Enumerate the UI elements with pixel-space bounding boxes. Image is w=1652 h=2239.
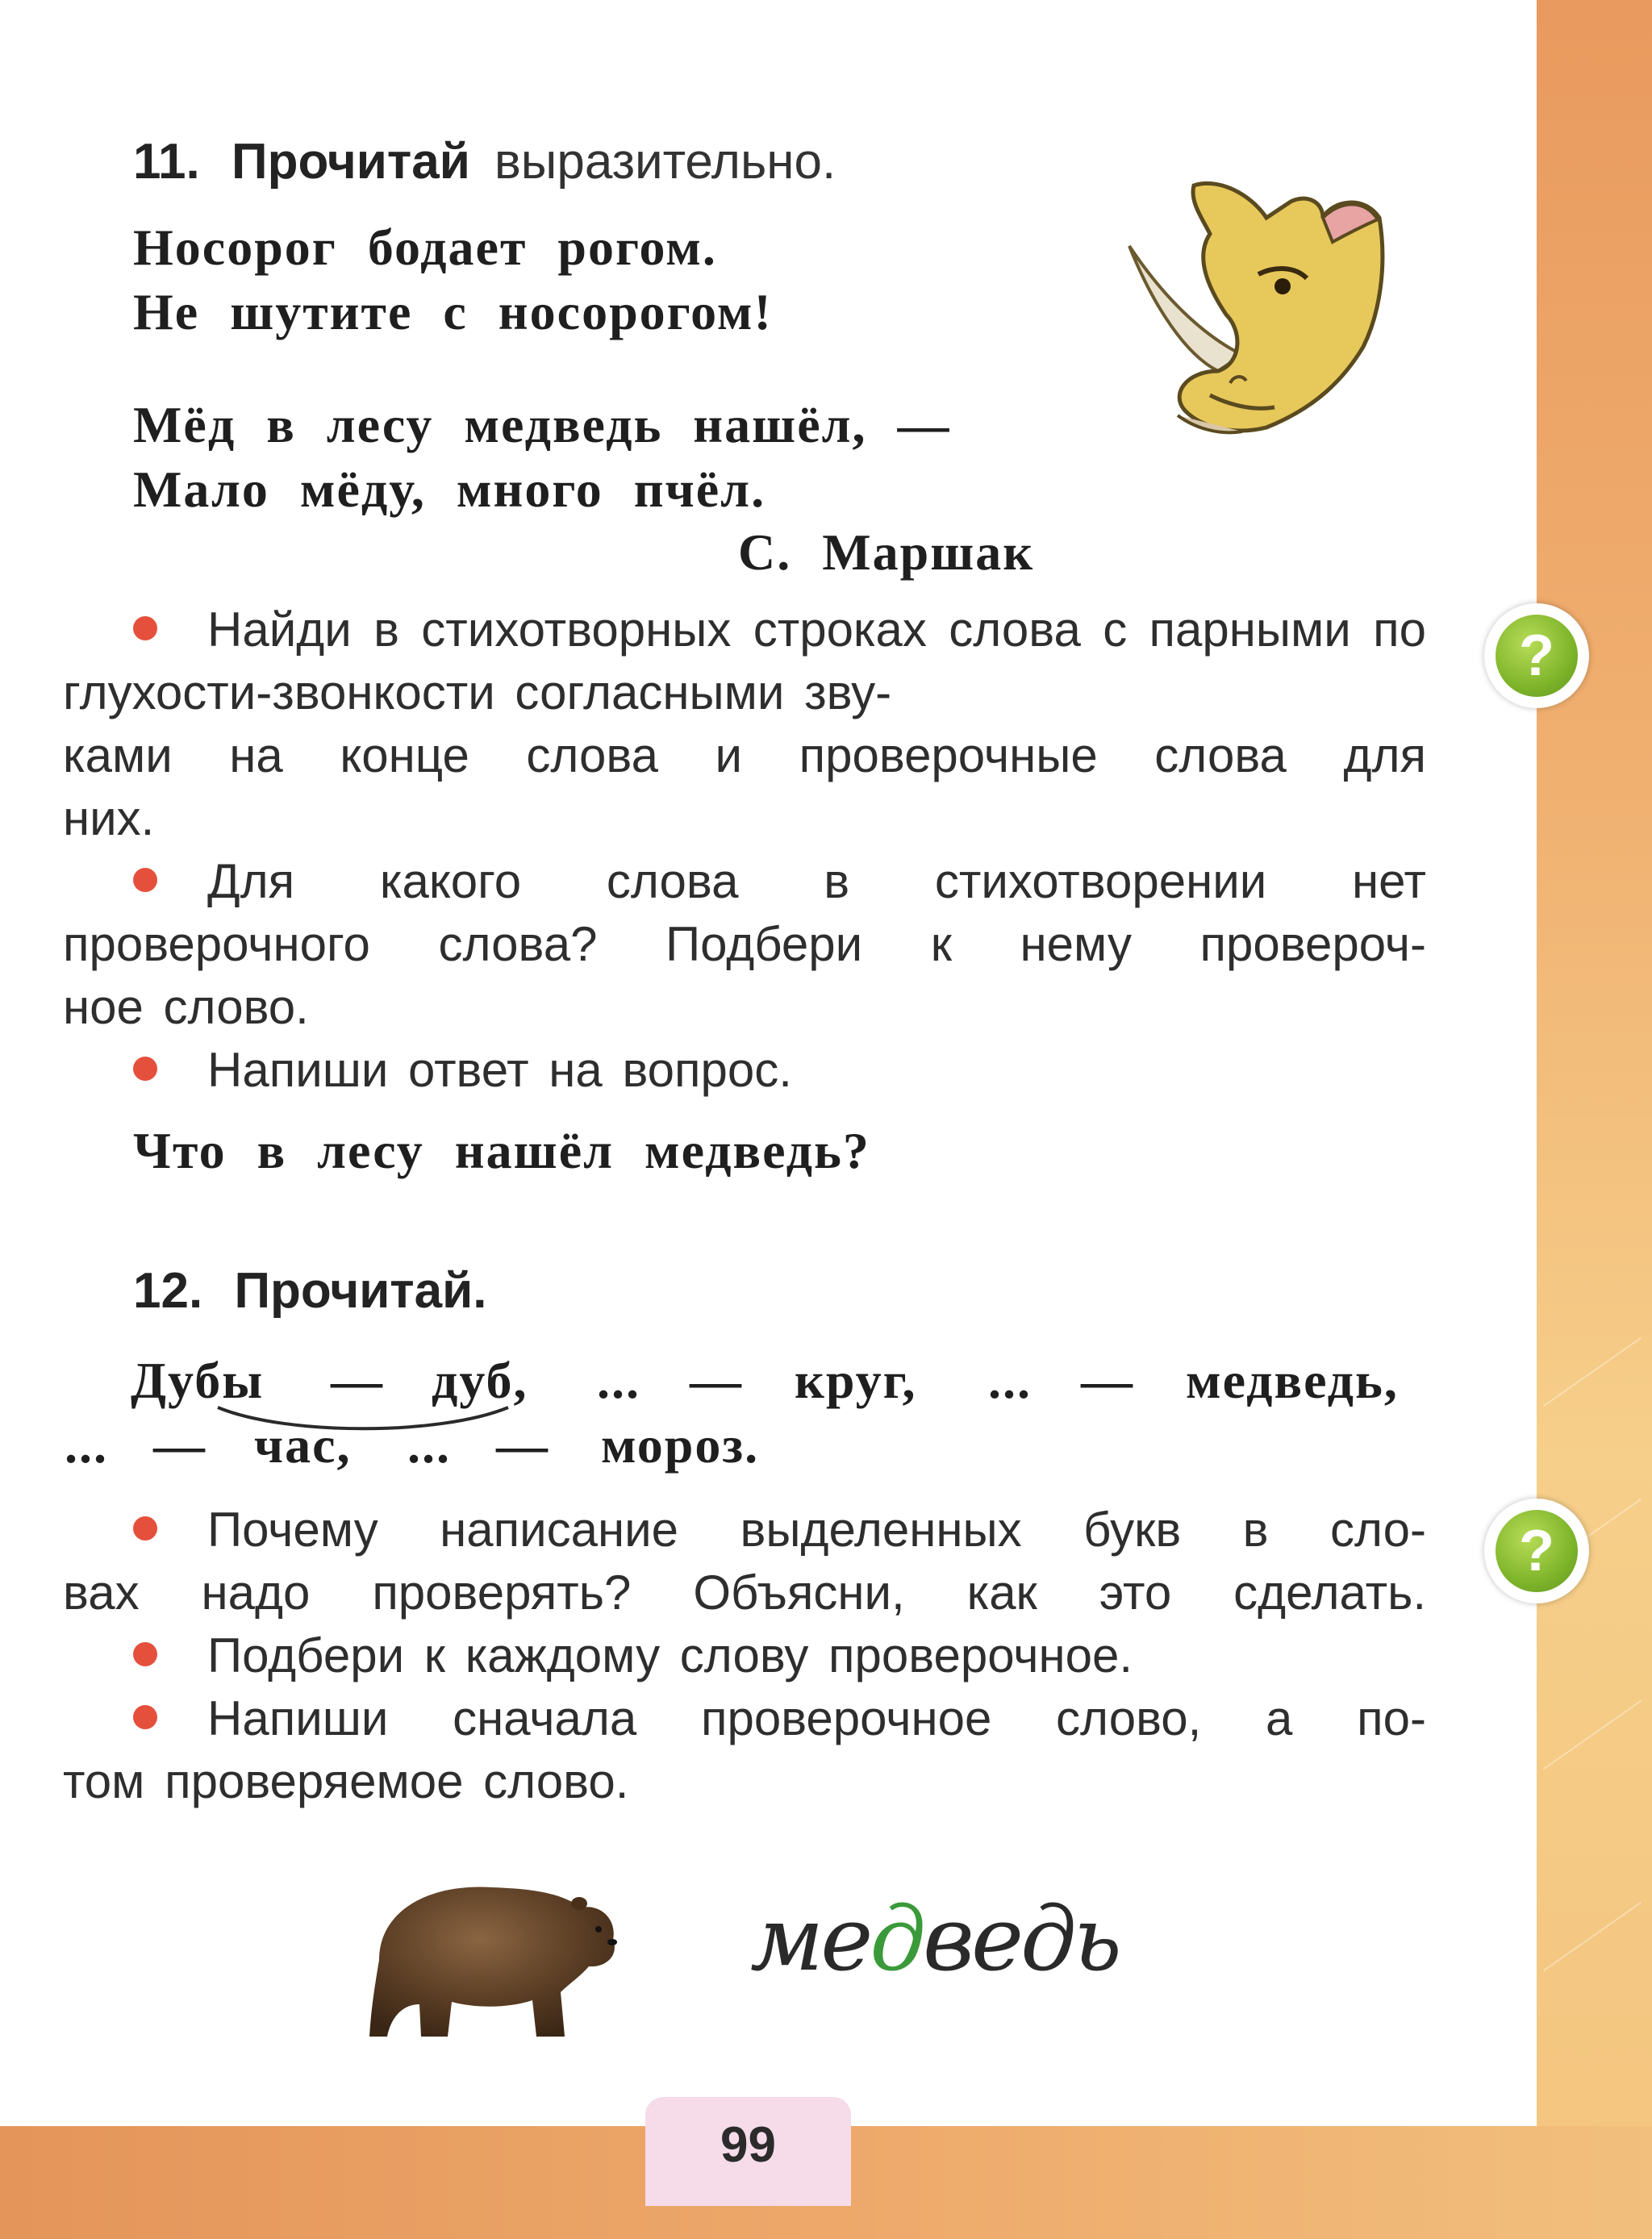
page-number: 99 xyxy=(645,2097,851,2206)
question-text: Что в лесу нашёл медведь? xyxy=(133,1122,870,1179)
task-12-1 xyxy=(63,1499,1426,1561)
task-text: Напиши сначала проверочное слово, а по- xyxy=(207,1691,1426,1745)
vocab-highlight: д xyxy=(870,1887,924,1991)
word: круг, xyxy=(795,1352,917,1409)
ellipsis: ... xyxy=(988,1352,1032,1409)
question-badge-icon xyxy=(1484,603,1589,708)
word: Дубы xyxy=(131,1352,265,1409)
question-badge-symbol: ? xyxy=(1496,1510,1578,1592)
task-11-2-line-2: проверочного слова? Подбери к нему провероч- xyxy=(63,917,1426,971)
rhino-illustration xyxy=(1121,169,1404,444)
vocab-part: ведь xyxy=(923,1887,1119,1991)
dash: — xyxy=(153,1416,206,1474)
task-12-1-line-2: вах надо проверять? Объясни, как это сделать. xyxy=(63,1566,1426,1620)
task-text: Почему написание выделенных букв в сло- xyxy=(207,1503,1426,1557)
page-border-right xyxy=(1533,0,1652,2239)
word: час, xyxy=(254,1416,352,1474)
bear-photo xyxy=(363,1871,621,2049)
vocab-part: ме xyxy=(750,1887,870,1991)
exercise-instruction: выразительно. xyxy=(494,134,836,190)
poem-line-1: Носорог бодает рогом. xyxy=(133,219,717,276)
vocabulary-word-handwritten xyxy=(750,1887,1119,1991)
poem-author: С. Маршак xyxy=(738,523,1035,581)
dash: — xyxy=(496,1416,549,1474)
ellipsis: ... xyxy=(407,1416,451,1474)
task-12-3-line-2: том проверяемое слово. xyxy=(63,1754,629,1808)
word: дуб, xyxy=(432,1352,528,1409)
task-11-1-line-2: ками на конце слова и проверочные слова для xyxy=(63,728,1426,782)
dash: — xyxy=(331,1352,384,1409)
bullet-icon xyxy=(133,868,157,892)
task-12-3 xyxy=(63,1687,1426,1750)
task-11-2 xyxy=(63,850,1426,913)
poem-line-3: Мёд в лесу медведь нашёл, — xyxy=(133,396,951,453)
dash: — xyxy=(1081,1352,1134,1409)
bullet-icon xyxy=(133,616,157,640)
question-badge-icon xyxy=(1484,1499,1589,1603)
question-badge-symbol: ? xyxy=(1496,615,1578,697)
task-text: Для какого слова в стихотворении нет xyxy=(207,854,1426,908)
task-11-1 xyxy=(63,598,1426,724)
ellipsis: ... xyxy=(65,1416,108,1474)
task-text: Подбери к каждому слову проверочное. xyxy=(207,1628,1133,1682)
poem-line-4: Мало мёду, много пчёл. xyxy=(133,461,766,518)
task-12-2 xyxy=(63,1624,1133,1687)
task-text: Напиши ответ на вопрос. xyxy=(207,1043,792,1097)
bullet-icon xyxy=(133,1705,157,1729)
task-11-3 xyxy=(63,1039,792,1102)
dash: — xyxy=(690,1352,743,1409)
exercise-11-heading xyxy=(133,133,836,190)
poem-line-2: Не шутите с носорогом! xyxy=(133,283,773,340)
task-text: Найди в стихотворных строках слова с парными по глухости-звонкости согласными зву- xyxy=(63,602,1426,719)
word: мороз. xyxy=(601,1416,760,1474)
exercise-number: 12. xyxy=(133,1263,203,1319)
bullet-icon xyxy=(133,1642,157,1666)
bullet-icon xyxy=(133,1057,157,1081)
word: медведь, xyxy=(1186,1352,1399,1409)
exercise-verb: Прочитай xyxy=(232,134,470,190)
ellipsis: ... xyxy=(597,1352,640,1409)
exercise-verb: Прочитай. xyxy=(234,1263,487,1319)
task-11-2-line-3: ное слово. xyxy=(63,980,309,1034)
exercise-number: 11. xyxy=(133,134,200,190)
bullet-icon xyxy=(133,1516,157,1541)
task-11-1-line-3: них. xyxy=(63,791,155,845)
exercise-12-heading xyxy=(133,1262,487,1320)
